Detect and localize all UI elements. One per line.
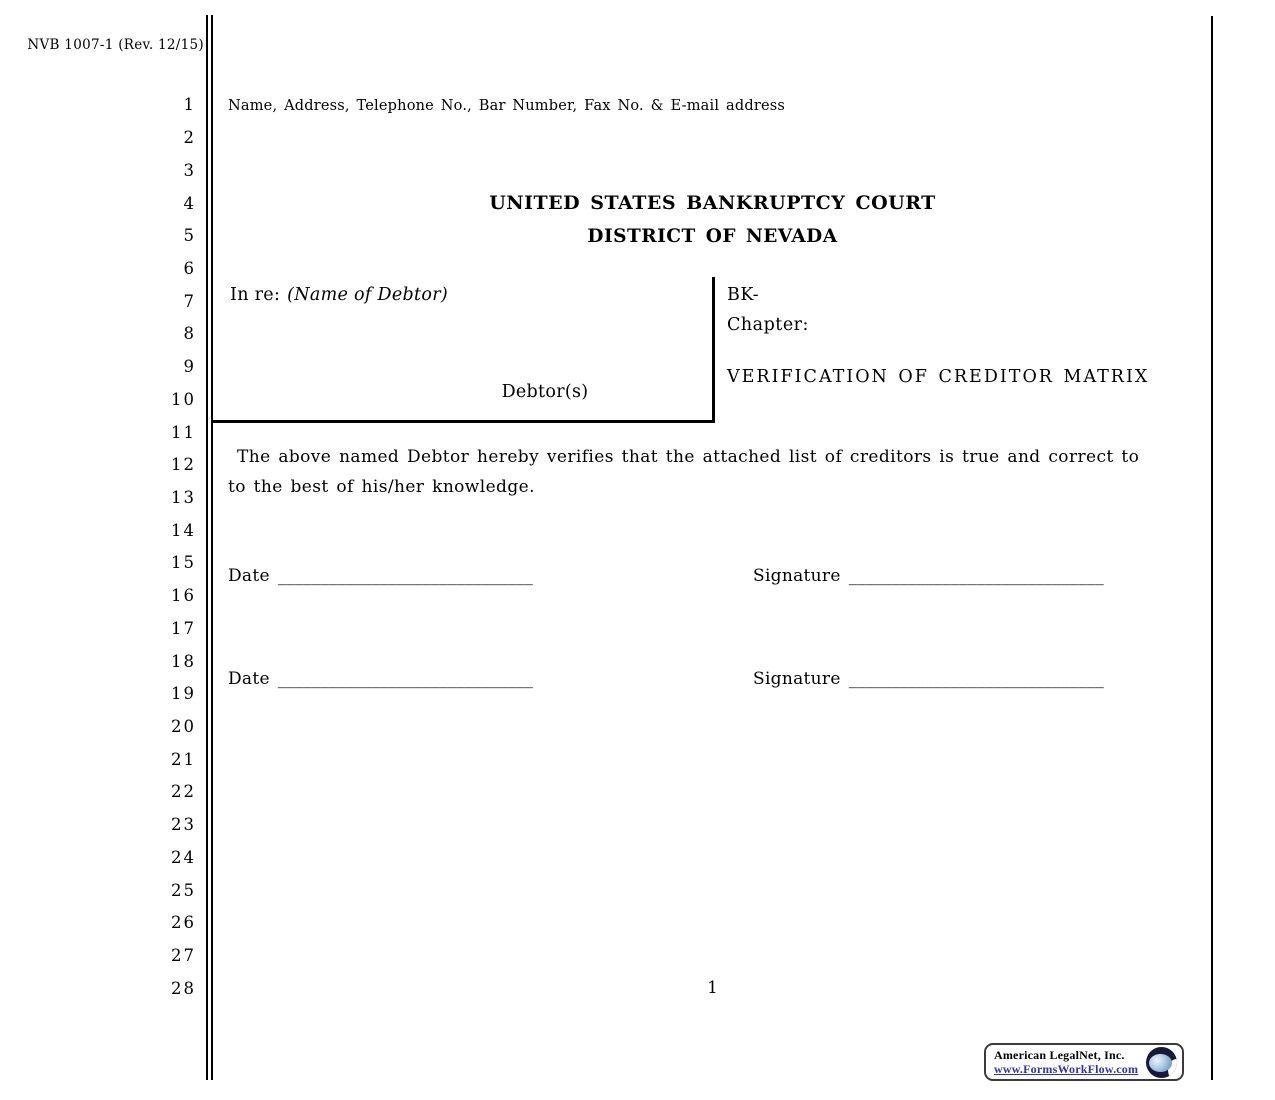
line-number: 1	[183, 95, 196, 115]
date-label-1: Date	[228, 566, 270, 586]
american-legalnet-logo-icon	[1146, 1047, 1177, 1078]
line-number: 7	[183, 291, 196, 311]
badge-company-name: American LegalNet, Inc.	[994, 1048, 1125, 1062]
line-number: 20	[171, 717, 196, 737]
line-number: 26	[171, 913, 196, 933]
line-number: 4	[183, 193, 196, 213]
signature-line-1[interactable]: ______________________________	[848, 566, 1104, 586]
line-number: 24	[171, 847, 196, 867]
date-line-2[interactable]: ______________________________	[277, 669, 533, 689]
line-number: 8	[183, 324, 196, 344]
line-number: 17	[171, 618, 196, 638]
pleading-rule-right	[1211, 16, 1213, 1080]
line-number: 9	[183, 357, 196, 377]
in-re-line	[230, 284, 448, 306]
court-title: UNITED STATES BANKRUPTCY COURT	[489, 192, 936, 214]
line-number: 11	[171, 422, 196, 442]
line-number: 2	[183, 128, 196, 148]
line-number: 23	[171, 815, 196, 835]
line-number: 14	[171, 520, 196, 540]
american-legalnet-badge	[984, 1043, 1184, 1081]
signature-field-1	[753, 565, 1104, 587]
signature-field-2	[753, 668, 1104, 690]
logo-globe-shape	[1149, 1054, 1172, 1072]
signature-label-2: Signature	[753, 669, 841, 689]
form-number: NVB 1007-1 (Rev. 12/15)	[27, 37, 204, 53]
date-field-1	[228, 565, 533, 587]
chapter-label: Chapter:	[727, 315, 809, 335]
line-number: 28	[171, 978, 196, 998]
verification-paragraph	[228, 443, 1203, 502]
line-number: 3	[183, 160, 196, 180]
debtors-label: Debtor(s)	[501, 382, 589, 402]
date-label-2: Date	[228, 669, 270, 689]
pleading-rule-left	[206, 15, 213, 1080]
badge-text	[994, 1048, 1140, 1076]
formsworkflow-link[interactable]: www.FormsWorkFlow.com	[994, 1062, 1139, 1076]
line-number: 25	[171, 880, 196, 900]
attorney-info-label: Name, Address, Telephone No., Bar Number, Fax No. & E-mail address	[228, 98, 786, 114]
in-re-label: In re:	[230, 285, 281, 305]
case-number-label: BK-	[727, 285, 760, 305]
line-number: 5	[183, 226, 196, 246]
caption-divider-rule	[712, 277, 715, 422]
verification-paragraph-line2: to the best of his/her knowledge.	[228, 476, 535, 497]
signature-line-2[interactable]: ______________________________	[848, 669, 1104, 689]
court-district: DISTRICT OF NEVADA	[587, 226, 838, 247]
line-number: 12	[171, 455, 196, 475]
line-number: 22	[171, 782, 196, 802]
caption-bottom-rule	[213, 420, 715, 423]
date-line-1[interactable]: ______________________________	[277, 566, 533, 586]
line-number: 16	[171, 586, 196, 606]
line-number: 10	[171, 389, 196, 409]
line-number: 13	[171, 487, 196, 507]
line-number: 19	[171, 684, 196, 704]
margin-line-numbers	[90, 89, 196, 1005]
line-number: 18	[171, 651, 196, 671]
line-number: 15	[171, 553, 196, 573]
verification-paragraph-line1: The above named Debtor hereby verifies that the attached list of creditors is true and correct to	[237, 447, 1140, 467]
line-number: 6	[183, 258, 196, 278]
page-number: 1	[707, 978, 718, 997]
signature-label-1: Signature	[753, 566, 841, 586]
debtor-name-placeholder: (Name of Debtor)	[287, 285, 448, 305]
line-number: 27	[171, 946, 196, 966]
line-number: 21	[171, 749, 196, 769]
document-title: VERIFICATION OF CREDITOR MATRIX	[727, 367, 1150, 387]
date-field-2	[228, 668, 533, 690]
